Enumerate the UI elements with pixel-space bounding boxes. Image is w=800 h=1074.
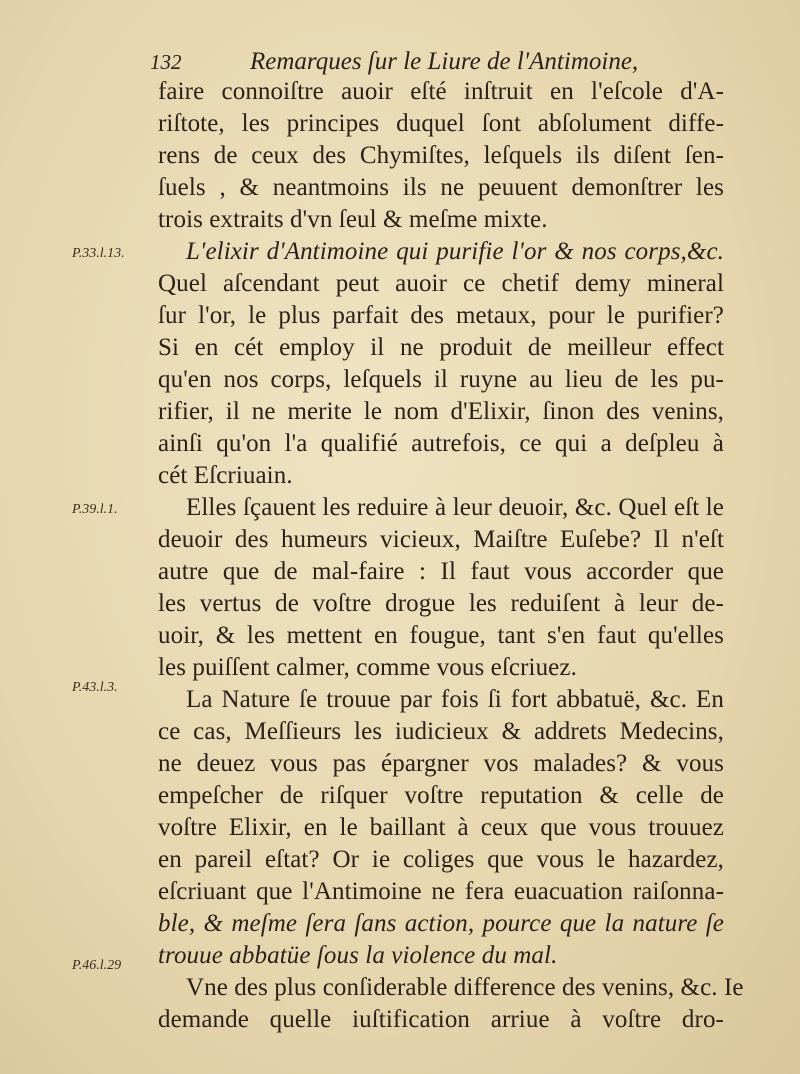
text-line: Elles ſçauent les reduire à leur deuoir, &c. Quel eſt le (186, 494, 724, 521)
margin-ref: P.46.l.29 (72, 958, 122, 973)
text-line: Quel aſcendant peut auoir ce chetif demy mineral (158, 270, 724, 297)
text-line: autre que de mal-faire : Il faut vous accorder que (158, 558, 724, 585)
running-title: Remarques ſur le Liure de l'Antimoine, (250, 48, 639, 75)
text-line: en pareil eſtat? Or ie coliges que vous le hazardez, (158, 846, 724, 873)
text-line: ſur l'or, le plus parfait des metaux, pour le purifier? (158, 302, 724, 329)
text-line: Si en cét employ il ne produit de meilleur effect (158, 334, 724, 361)
page-number: 132 (150, 50, 182, 74)
text-line: ble, & meſme ſera ſans action, pource que la nature ſe (158, 910, 724, 937)
text-line: empeſcher de riſquer voſtre reputation & celle de (158, 782, 724, 809)
text-line: Vne des plus conſiderable difference des venins, &c. Ie (186, 974, 744, 1001)
text-line: trouue abbatüe ſous la violence du mal. (158, 942, 558, 969)
text-line: qu'en nos corps, leſquels il ruyne au lieu de les pu- (158, 366, 724, 393)
margin-ref: P.43.l.3. (72, 680, 118, 695)
text-line: L'elixir d'Antimoine qui purifie l'or & nos corps,&c. (186, 238, 724, 265)
text-line: deuoir des humeurs vicieux, Maiſtre Euſebe? Il n'eſt (158, 526, 724, 553)
text-line: La Nature ſe trouue par fois ſi fort abbatuë, &c. En (186, 686, 724, 713)
text-line: cét Eſcriuain. (158, 462, 293, 489)
text-line: les vertus de voſtre drogue les reduiſent à leur de- (158, 590, 724, 617)
text-line: demande quelle iuſtification arriue à voſtre dro- (158, 1006, 724, 1033)
text-line: ainſi qu'on l'a qualifié autrefois, ce qui a deſpleu à (158, 430, 724, 457)
text-line: trois extraits d'vn ſeul & meſme mixte. (158, 206, 548, 233)
text-line: les puiſſent calmer, comme vous eſcriuez. (158, 654, 577, 681)
margin-ref: P.39.l.1. (72, 502, 118, 517)
text-line: voſtre Elixir, en le baillant à ceux que vous trouuez (158, 814, 724, 841)
text-line: faire connoiſtre auoir eſté inſtruit en l'eſcole d'A- (158, 78, 724, 105)
text-line: ce cas, Meſſieurs les iudicieux & addrets Medecins, (158, 718, 724, 745)
text-line: ſuels , & neantmoins ils ne peuuent demonſtrer les (158, 174, 724, 201)
text-line: ne deuez vous pas épargner vos malades? & vous (158, 750, 724, 777)
text-line: uoir, & les mettent en fougue, tant s'en faut qu'elles (158, 622, 724, 649)
page-header (150, 46, 710, 78)
text-line: riſtote, les principes duquel ſont abſolument diffe- (158, 110, 724, 137)
margin-ref: P.33.l.13. (72, 246, 125, 261)
text-line: eſcriuant que l'Antimoine ne fera euacuation raiſonna- (158, 878, 724, 905)
text-line: rifier, il ne merite le nom d'Elixir, ſinon des venins, (158, 398, 724, 425)
text-line: rens de ceux des Chymiſtes, leſquels ils diſent ſen- (158, 142, 724, 169)
